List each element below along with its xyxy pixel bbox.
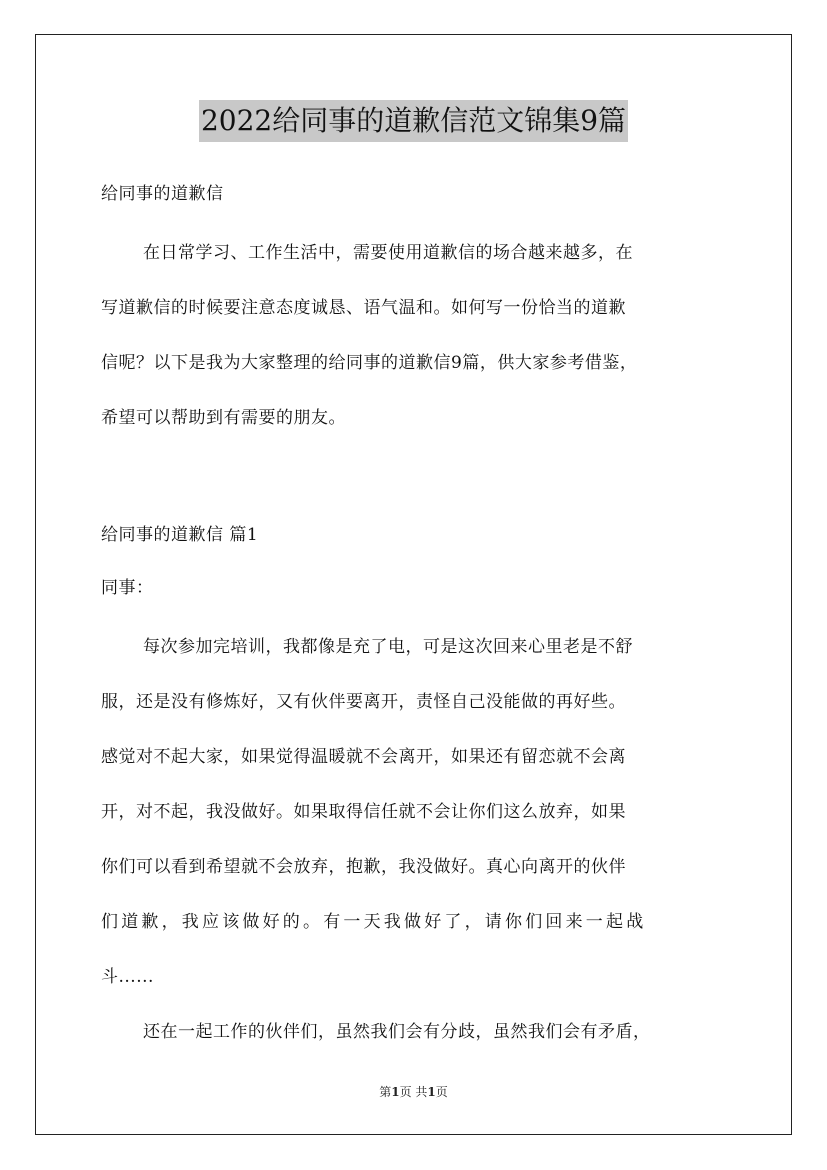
section-gap (101, 446, 731, 517)
intro-heading: 给同事的道歉信 (101, 184, 224, 204)
body-line: 开，对不起，我没做好。如果取得信任就不会让你们这么放弃，如果 (101, 802, 626, 822)
footer-page-mid: 页 共 (399, 1085, 428, 1099)
intro-paragraph (101, 226, 731, 446)
footer-page-prefix: 第 (379, 1085, 392, 1099)
intro-line: 希望可以帮助到有需要的朋友。 (101, 408, 346, 428)
page-footer (0, 1083, 827, 1100)
body-line: 感觉对不起大家，如果觉得温暖就不会离开，如果还有留恋就不会离 (101, 747, 626, 767)
body-paragraph (101, 620, 731, 1005)
document-title: 2022给同事的道歉信范文锦集9篇 (199, 100, 628, 142)
body-line: 还在一起工作的伙伴们，虽然我们会有分歧，虽然我们会有矛盾， (143, 1022, 651, 1042)
intro-line: 在日常学习、工作生活中，需要使用道歉信的场合越来越多，在 (143, 243, 633, 263)
footer-page-number: 1 (391, 1085, 400, 1099)
body-paragraph-2 (101, 1005, 731, 1060)
footer-page-total: 1 (427, 1085, 436, 1099)
body-line: 们道歉，我应该做好的。有一天我做好了，请你们回来一起战 (101, 912, 647, 932)
document-body (101, 176, 731, 1060)
body-line: 每次参加完培训，我都像是充了电，可是这次回来心里老是不舒 (143, 637, 633, 657)
salutation: 同事： (101, 578, 154, 598)
intro-line: 信呢？以下是我为大家整理的给同事的道歉信9篇，供大家参考借鉴， (101, 353, 638, 373)
body-line: 你们可以看到希望就不会放弃，抱歉，我没做好。真心向离开的伙伴 (101, 857, 626, 877)
title-container (0, 100, 827, 142)
footer-page-suffix: 页 (435, 1085, 448, 1099)
intro-line: 写道歉信的时候要注意态度诚恳、语气温和。如何写一份恰当的道歉 (101, 298, 626, 318)
section-heading: 给同事的道歉信 篇1 (101, 525, 259, 545)
body-line: 服，还是没有修炼好，又有伙伴要离开，责怪自己没能做的再好些。 (101, 692, 626, 712)
body-line: 斗...... (101, 967, 154, 987)
